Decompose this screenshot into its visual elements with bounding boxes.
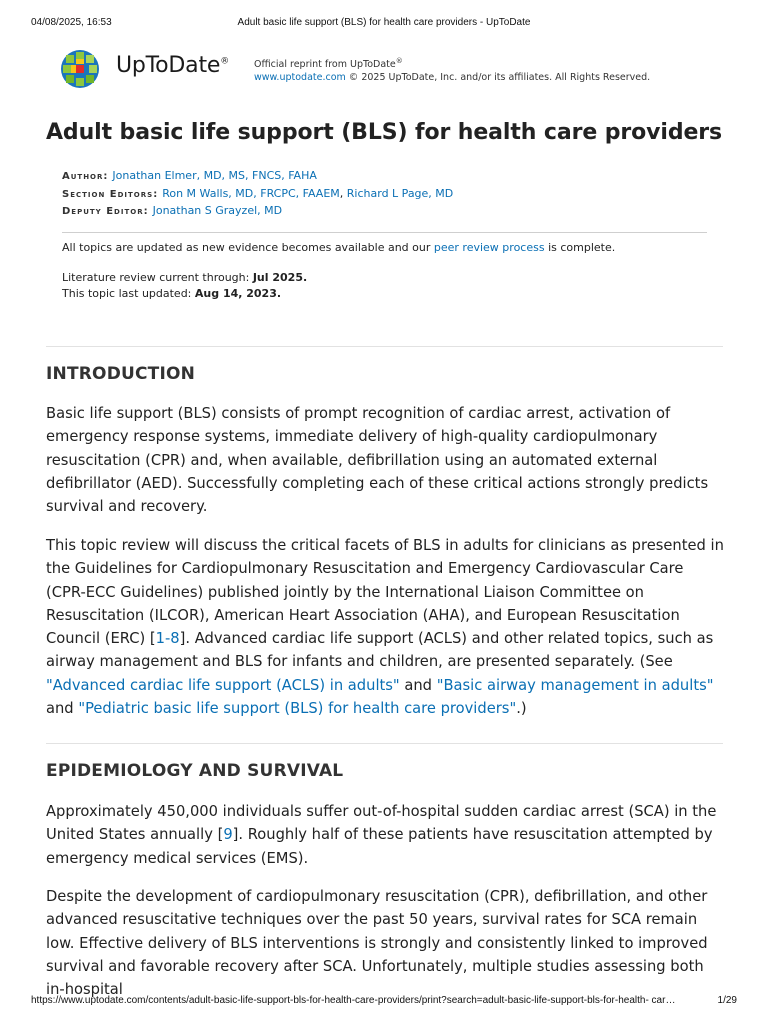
airway-topic-link[interactable]: "Basic airway management in adults" [436, 676, 714, 694]
update-notice: All topics are updated as new evidence becomes available and our peer review process is complete. [62, 241, 616, 254]
author-link[interactable]: Jonathan Elmer, MD, MS, FNCS, FAHA [112, 169, 317, 182]
reference-link[interactable]: 9 [223, 826, 233, 844]
section-editors-label: Section Editors: [62, 188, 159, 200]
section-divider [46, 743, 723, 744]
print-header [0, 17, 768, 31]
introduction-paragraph-2: This topic review will discuss the critical facets of BLS in adults for clinicians as presented in the Guidelines for Cardiopulmonary Resuscitation and Emergency Cardiovascular Care (CPR-ECC Guidelines) published jointly by the International Liaison Committee on Resuscitation (ILCOR), American Heart Association (AHA), and European Resuscitation Council (ERC) [1-8]. Advanced cardiac life support (ACLS) and other related topics, such as airway management and BLS for infants and children, are presented separately. (See "Advanced cardiac life support (ACLS) in adults" and "Basic airway management in adults" and "Pediatric basic life support (BLS) for health care providers".) [46, 537, 724, 718]
uptodate-logo-icon [60, 49, 100, 89]
epidemiology-paragraph-1: Approximately 450,000 individuals suffer out-of-hospital sudden cardiac arrest (SCA) in the United States annually [9]. Roughly half of these patients have resuscitation attempted by emergency medical services (EMS). [46, 803, 717, 867]
acls-topic-link[interactable]: "Advanced cardiac life support (ACLS) in adults" [46, 676, 400, 694]
deputy-editor-label: Deputy Editor: [62, 206, 149, 217]
introduction-heading: INTRODUCTION [46, 364, 196, 384]
divider [62, 232, 707, 233]
pediatric-bls-topic-link[interactable]: "Pediatric basic life support (BLS) for health care providers" [78, 700, 517, 718]
uptodate-website-link[interactable]: www.uptodate.com [254, 72, 346, 84]
last-updated-date: Aug 14, 2023. [194, 287, 282, 300]
topic-dates: Literature review current through: Jul 2025. This topic last updated: Aug 14, 2023. [62, 271, 308, 300]
print-footer [0, 995, 768, 1009]
page-title: Adult basic life support (BLS) for health care providers [46, 120, 723, 145]
print-datetime: 04/08/2025, 16:53 [31, 17, 112, 28]
section-editor-link-1[interactable]: Ron M Walls, MD, FRCPC, FAAEM [162, 186, 340, 200]
reference-link[interactable]: 1-8 [155, 630, 180, 648]
section-editor-link-2[interactable]: Richard L Page, MD [346, 186, 454, 200]
brand-name: UpToDate® [116, 53, 230, 78]
byline: Author: Jonathan Elmer, MD, MS, FNCS, FAHA Section Editors: Ron M Walls, MD, FRCPC, FAAEM, Richard L Page, MD Deputy Editor: Jonathan S Grayzel, MD [62, 169, 454, 217]
print-page-title: Adult basic life support (BLS) for health care providers - UpToDate [237, 17, 531, 28]
section-divider [46, 346, 723, 347]
epidemiology-paragraph-2: Despite the development of cardiopulmonary resuscitation (CPR), defibrillation, and other advanced resuscitative techniques over the past 50 years, survival rates for SCA remain low. Effective delivery of BLS interventions is strongly and consistently linked to improved survival and favorable recovery after SCA. Unfortunately, multiple studies assessing both in-hospital [46, 888, 708, 999]
deputy-editor-link[interactable]: Jonathan S Grayzel, MD [152, 204, 283, 217]
lit-review-date: Jul 2025. [252, 271, 308, 284]
uptodate-brand[interactable] [60, 49, 250, 89]
page-number: 1/29 [717, 995, 737, 1006]
peer-review-link[interactable]: peer review process [433, 241, 545, 254]
reprint-notice: Official reprint from UpToDate® www.uptodate.com © 2025 UpToDate, Inc. and/or its affiliates. All Rights Reserved. [254, 57, 651, 84]
epidemiology-heading: EPIDEMIOLOGY AND SURVIVAL [46, 761, 344, 781]
introduction-paragraph-1: Basic life support (BLS) consists of prompt recognition of cardiac arrest, activation of emergency response systems, immediate delivery of high-quality cardiopulmonary resuscitation (CPR) and, when available, defibrillation using an automated external defibrillator (AED). Successfully completing each of these critical actions strongly predicts survival and recovery. [46, 405, 709, 516]
print-url: https://www.uptodate.com/contents/adult-basic-life-support-bls-for-health-care-providers/print?search=adult-basic-life-support-bls-for-health- car… [31, 995, 676, 1006]
author-label: Author: [62, 171, 109, 182]
